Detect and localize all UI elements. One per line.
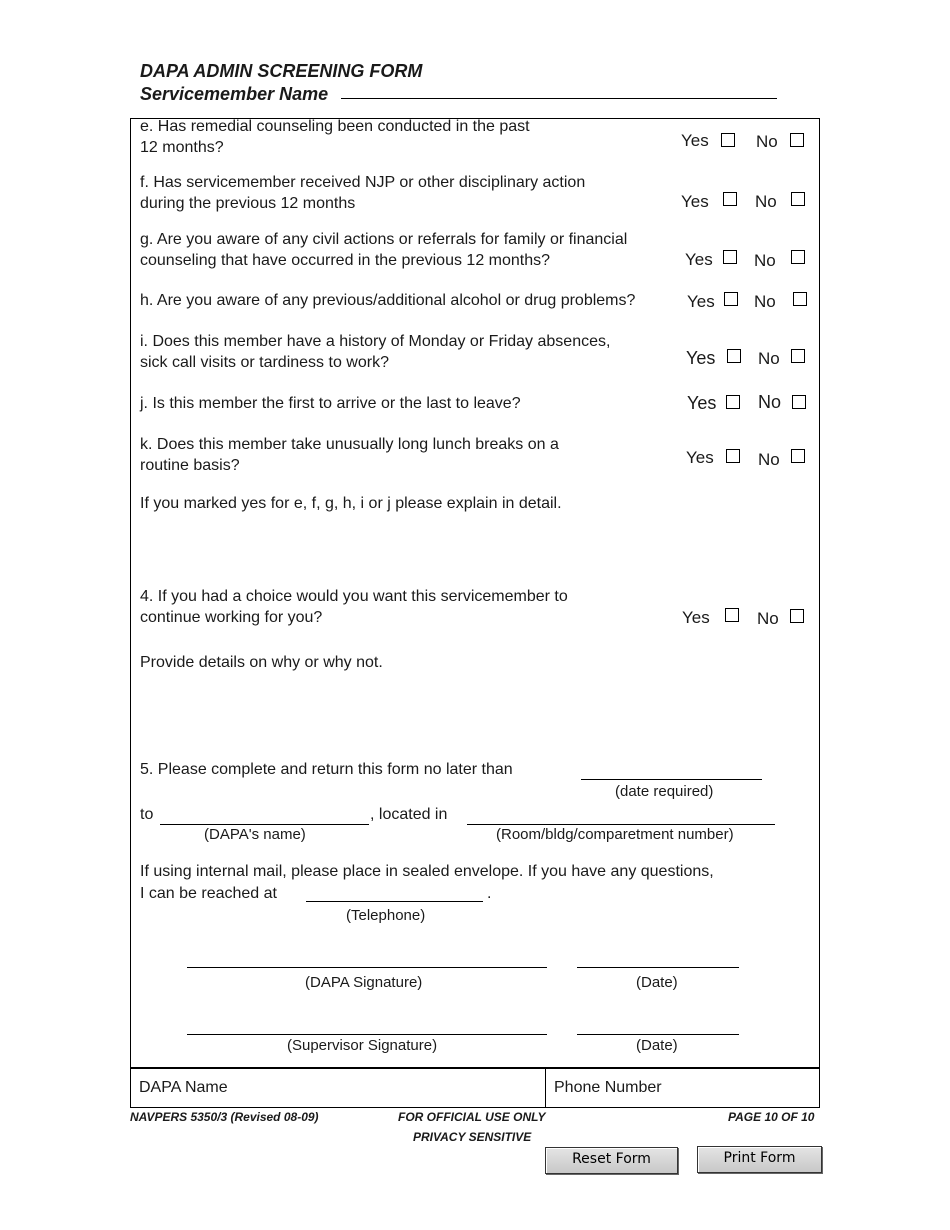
supervisor-date-caption: (Date): [636, 1037, 678, 1054]
yes-label-g: Yes: [685, 250, 713, 269]
question-k-line2: routine basis?: [140, 457, 240, 474]
yes-label-i: Yes: [686, 348, 716, 368]
question-h: [140, 290, 635, 311]
question-f-line2: during the previous 12 months: [140, 195, 356, 212]
no-label-j: No: [758, 392, 782, 412]
supervisor-date-field[interactable]: [577, 1034, 739, 1035]
located-in-label: , located in: [370, 806, 448, 823]
question-g-line1: g. Are you aware of any civil actions or referrals for family or financial: [140, 231, 628, 248]
checkbox-no-e[interactable]: [790, 133, 804, 147]
checkbox-yes-h[interactable]: [724, 292, 738, 306]
phone-number-label: Phone Number: [554, 1079, 662, 1096]
question-e-line2: 12 months?: [140, 139, 224, 156]
question-j: [140, 393, 521, 414]
privacy-notice: PRIVACY SENSITIVE: [413, 1130, 532, 1144]
mail-instruction-line1: If using internal mail, please place in sealed envelope. If you have any questions,: [140, 863, 714, 880]
dapa-name-label: DAPA Name: [139, 1079, 228, 1096]
yes-label-4: Yes: [682, 608, 710, 627]
form-title: DAPA ADMIN SCREENING FORM: [140, 61, 423, 81]
form-id: NAVPERS 5350/3 (Revised 08-09): [130, 1110, 319, 1124]
question-j-line1: j. Is this member the first to arrive or the last to leave?: [140, 395, 521, 412]
telephone-caption: (Telephone): [346, 907, 426, 924]
room-caption: (Room/bldg/comparetment number): [496, 826, 734, 843]
question-4-line1: 4. If you had a choice would you want this servicemember to: [140, 588, 568, 605]
explain-text-area[interactable]: [138, 518, 808, 580]
no-label-e: No: [756, 132, 778, 151]
checkbox-no-g[interactable]: [791, 250, 805, 264]
question-e-line1: e. Has remedial counseling been conducted in the past: [140, 118, 530, 135]
question-4: [140, 586, 568, 628]
no-label-f: No: [755, 192, 777, 211]
checkbox-no-k[interactable]: [791, 449, 805, 463]
no-label-4: No: [757, 609, 779, 628]
checkbox-no-h[interactable]: [793, 292, 807, 306]
yes-label-h: Yes: [687, 292, 715, 311]
question-f: [140, 172, 585, 214]
servicemember-name-label: Servicemember Name: [140, 84, 329, 104]
room-field[interactable]: [467, 824, 775, 825]
dapa-name-field[interactable]: [160, 824, 369, 825]
checkbox-yes-j[interactable]: [726, 395, 740, 409]
question-f-line1: f. Has servicemember received NJP or other disciplinary action: [140, 174, 586, 191]
telephone-field[interactable]: [306, 901, 483, 902]
checkbox-no-j[interactable]: [792, 395, 806, 409]
dapa-signature-field[interactable]: [187, 967, 547, 968]
official-use-notice: FOR OFFICIAL USE ONLY: [398, 1110, 546, 1124]
no-label-i: No: [758, 349, 780, 368]
no-label-g: No: [754, 251, 776, 270]
page-number: PAGE 10 OF 10: [728, 1110, 815, 1124]
explain-instruction: If you marked yes for e, f, g, h, i or j please explain in detail.: [140, 495, 562, 512]
supervisor-signature-field[interactable]: [187, 1034, 547, 1035]
question-4-line2: continue working for you?: [140, 609, 323, 626]
yes-label-j: Yes: [687, 393, 717, 413]
question-g: [140, 229, 627, 271]
checkbox-yes-k[interactable]: [726, 449, 740, 463]
checkbox-no-f[interactable]: [791, 192, 805, 206]
dapa-date-caption: (Date): [636, 974, 678, 991]
question-k: [140, 434, 559, 476]
supervisor-signature-caption: (Supervisor Signature): [287, 1037, 438, 1054]
question-i-line1: i. Does this member have a history of Monday or Friday absences,: [140, 333, 611, 350]
no-label-h: No: [754, 292, 776, 311]
question-i: [140, 331, 610, 373]
yes-label-f: Yes: [681, 192, 709, 211]
checkbox-no-4[interactable]: [790, 609, 804, 623]
dapa-signature-caption: (DAPA Signature): [305, 974, 423, 991]
checkbox-no-i[interactable]: [791, 349, 805, 363]
dapa-name-caption: (DAPA's name): [204, 826, 306, 843]
dapa-date-field[interactable]: [577, 967, 739, 968]
checkbox-yes-e[interactable]: [721, 133, 735, 147]
checkbox-yes-g[interactable]: [723, 250, 737, 264]
checkbox-yes-f[interactable]: [723, 192, 737, 206]
servicemember-name-field[interactable]: [341, 97, 777, 99]
details-text-area[interactable]: [138, 676, 808, 748]
question-g-line2: counseling that have occurred in the previous 12 months?: [140, 252, 551, 269]
reset-form-button[interactable]: Reset Form: [545, 1147, 678, 1174]
question-k-line1: k. Does this member take unusually long lunch breaks on a: [140, 436, 559, 453]
question-i-line2: sick call visits or tardiness to work?: [140, 354, 389, 371]
print-form-button[interactable]: Print Form: [697, 1146, 822, 1173]
period: .: [487, 885, 492, 902]
question-h-line1: h. Are you aware of any previous/additional alcohol or drug problems?: [140, 292, 636, 309]
dapa-name-box[interactable]: [130, 1068, 546, 1108]
date-required-caption: (date required): [615, 783, 714, 800]
mail-instruction-line2: I can be reached at: [140, 885, 277, 902]
checkbox-yes-4[interactable]: [725, 608, 739, 622]
checkbox-yes-i[interactable]: [727, 349, 741, 363]
yes-label-k: Yes: [686, 448, 714, 467]
phone-number-box[interactable]: [545, 1068, 820, 1108]
question-5: 5. Please complete and return this form no later than: [140, 761, 513, 778]
details-instruction: Provide details on why or why not.: [140, 654, 383, 671]
no-label-k: No: [758, 450, 780, 469]
question-e: [140, 116, 530, 158]
to-label: to: [140, 806, 154, 823]
yes-label-e: Yes: [681, 131, 709, 150]
date-required-field[interactable]: [581, 779, 762, 780]
